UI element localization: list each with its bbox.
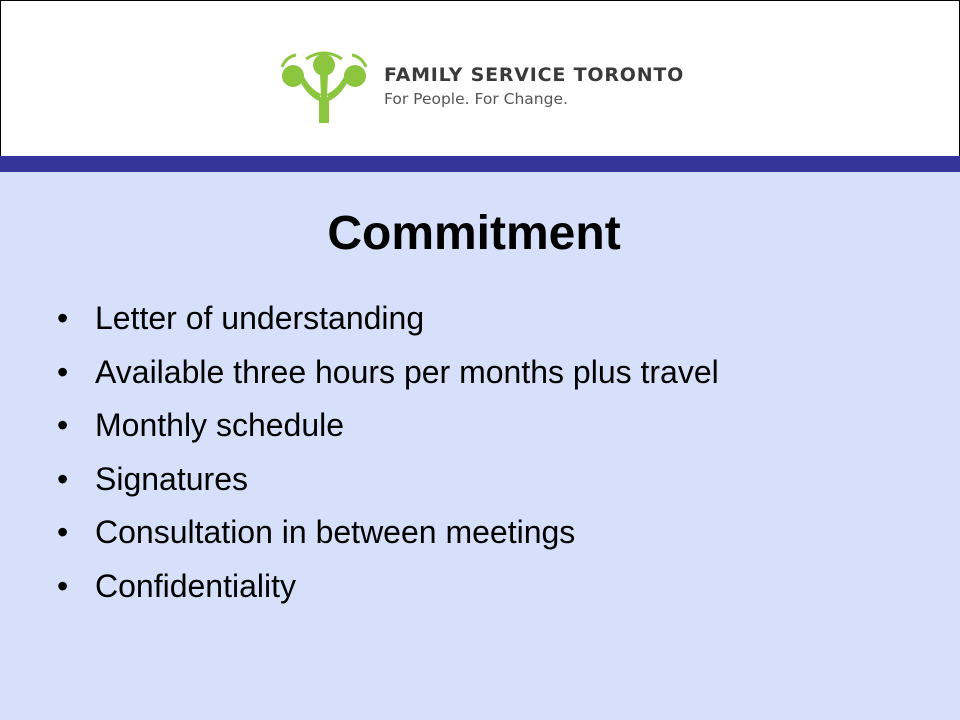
header-border-left bbox=[0, 1, 1, 157]
organization-name: FAMILY SERVICE TORONTO bbox=[384, 64, 685, 86]
bullet-text: Available three hours per months plus travel bbox=[95, 353, 719, 390]
bullet-marker: • bbox=[57, 460, 69, 497]
slide-header bbox=[0, 0, 960, 156]
header-divider-rule bbox=[0, 156, 960, 172]
bullet-text: Signatures bbox=[95, 460, 248, 497]
bullet-marker: • bbox=[57, 353, 69, 390]
bullet-text: Confidentiality bbox=[95, 567, 296, 604]
bullet-marker: • bbox=[57, 407, 69, 443]
organization-logo bbox=[276, 47, 706, 123]
bullet-text: Monthly schedule bbox=[95, 407, 345, 443]
bullet-text: Consultation in between meetings bbox=[95, 514, 576, 550]
bullet-marker: • bbox=[57, 300, 69, 336]
organization-tagline: For People. For Change. bbox=[384, 90, 568, 108]
bullet-text: Letter of understanding bbox=[95, 300, 425, 336]
family-tree-icon bbox=[276, 49, 372, 123]
bullet-marker: • bbox=[57, 514, 69, 550]
slide-title: Commitment bbox=[327, 207, 621, 260]
bullet-marker: • bbox=[57, 567, 69, 604]
